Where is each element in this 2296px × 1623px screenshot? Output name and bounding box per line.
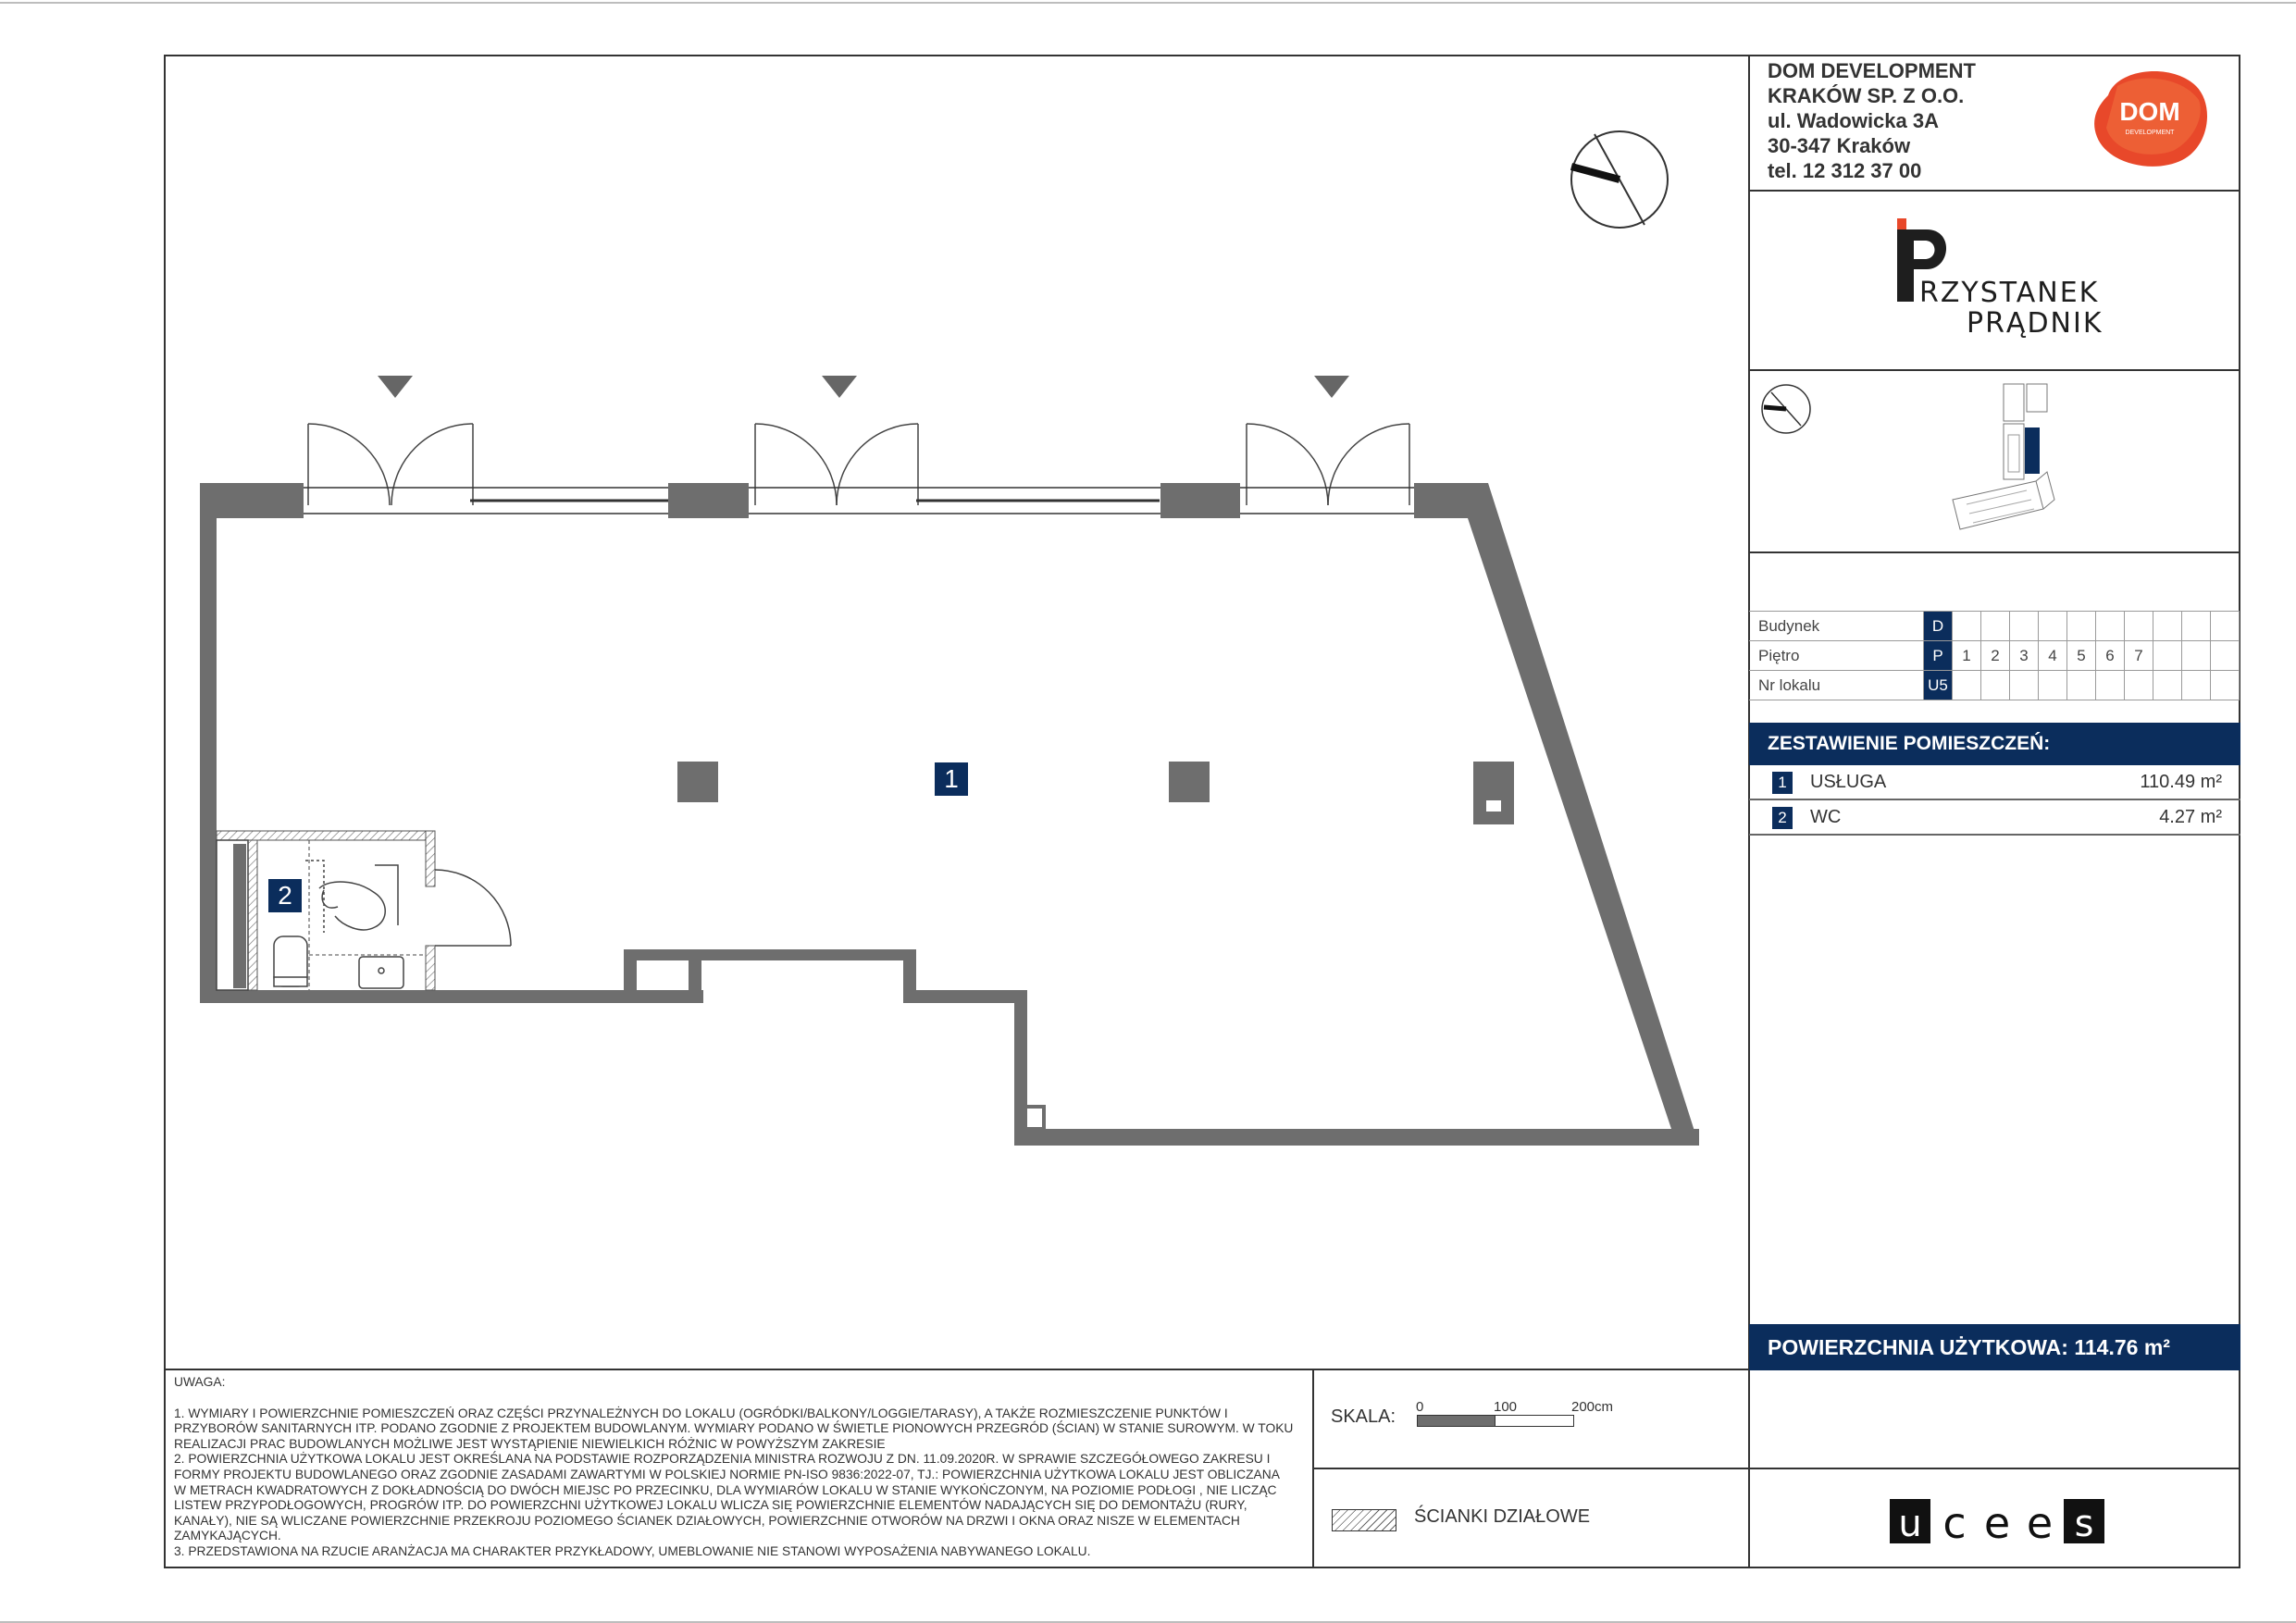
building-table-cell: [2039, 671, 2067, 700]
scale-bar-dark: [1417, 1415, 1496, 1427]
building-table-label: Piętro: [1749, 641, 1924, 671]
building-table-cell: [2096, 612, 2125, 641]
entrance-marker-icon: [1314, 376, 1349, 398]
notes-rule: [164, 1369, 1750, 1370]
notes: [174, 1375, 1294, 1560]
panel-rule: [1748, 551, 2240, 553]
building-table-cell: [2153, 671, 2182, 700]
room-number: 1: [1772, 772, 1793, 794]
building-table-cell: [2211, 671, 2240, 700]
building-table-cell: [1953, 671, 1981, 700]
building-table-cell: [2211, 612, 2240, 641]
building-table-cell: [2010, 612, 2039, 641]
building-table-cell: [2125, 612, 2153, 641]
entrance-marker-icon: [378, 376, 413, 398]
top-rule: [0, 2, 2296, 4]
rooms-header: ZESTAWIENIE POMIESZCZEŃ:: [1749, 723, 2240, 765]
company-line2: KRAKÓW SP. Z O.O.: [1768, 84, 1965, 107]
room-area: 110.49 m²: [2140, 772, 2222, 792]
room-name: WC: [1810, 807, 1842, 827]
room-label-2: 2: [268, 879, 302, 912]
note-item: 1. WYMIARY I POWIERZCHNIE POMIESZCZEŃ ORAZ CZĘŚCI PRZYNALEŻNYCH DO LOKALU (OGRÓDKI/BALKONY/LOGGIE/TARASY), A TAKŻE ROZMIESZCZENIE PUNKTÓW I PRZYBORÓW SANITARNYCH ITP. PODANO ZGODNIE Z PROJEKTEM BUDOWLANYM. WYMIARY PODANO W ŚWIETLE PIONOWYCH PRZEGRÓD (ŚCIAN) W STANIE SUROWYM. W TOKU REALIZACJI PRAC BUDOWLANYCH MOŻLIWE JEST WYSTĄPIENIE NIEWIELKICH RÓŻNIC W POWYŻSZYM ZAKRESIE: [174, 1406, 1294, 1451]
scale-tick-200: 200cm: [1571, 1399, 1614, 1415]
building-table-cell: 2: [1981, 641, 2010, 671]
note-item: 3. PRZEDSTAWIONA NA RZUCIE ARANŻACJA MA CHARAKTER PRZYKŁADOWY, UMEBLOWANIE NIE STANOWI WYPOSAŻENIA NABYWANEGO LOKALU.: [174, 1543, 1091, 1558]
logo-bottom-text: DEVELOPMENT: [2125, 130, 2175, 136]
building-table-cell: [2039, 612, 2067, 641]
building-table-label: Nr lokalu: [1749, 671, 1924, 700]
legend-walls-label: ŚCIANKI DZIAŁOWE: [1414, 1506, 1591, 1527]
building-table-row: [1749, 612, 2240, 641]
building-table-cell: U5: [1924, 671, 1953, 700]
building-table-cell: [2182, 641, 2211, 671]
logo-line1: RZYSTANEK: [1919, 277, 2100, 309]
dom-development-logo: [2090, 68, 2210, 169]
building-table-cell: [2211, 641, 2240, 671]
ucees-letter: u: [1898, 1503, 1922, 1545]
compass-small-icon: [1758, 381, 1814, 437]
company-info: [1768, 58, 1976, 183]
room-name: USŁUGA: [1810, 772, 1887, 792]
room-label-1: 1: [935, 762, 968, 796]
building-table-cell: [1953, 612, 1981, 641]
key-plan-icon: [1943, 379, 2064, 537]
building-table-cell: 7: [2125, 641, 2153, 671]
building-table-cell: 5: [2067, 641, 2096, 671]
building-table-cell: D: [1924, 612, 1953, 641]
floor-plan: [167, 111, 1740, 1157]
building-table-cell: 4: [2039, 641, 2067, 671]
building-table-cell: [2125, 671, 2153, 700]
building-table-cell: 3: [2010, 641, 2039, 671]
ucees-letter: s: [2074, 1503, 2094, 1545]
building-table-cell: [2010, 671, 2039, 700]
building-table-cell: [1981, 612, 2010, 641]
total-area: POWIERZCHNIA UŻYTKOWA: 114.76 m²: [1749, 1324, 2240, 1370]
building-table-row: [1749, 671, 2240, 700]
logo-top-text: DOM: [2119, 97, 2180, 126]
ucees-letter: e: [1983, 1498, 2011, 1547]
building-table-cell: [1981, 671, 2010, 700]
legend-rule: [1312, 1468, 2240, 1469]
building-table-cell: [2096, 671, 2125, 700]
room-row: [1749, 800, 2240, 836]
panel-rule: [1748, 369, 2240, 371]
building-table-cell: [2182, 671, 2211, 700]
panel-rule: [1748, 190, 2240, 192]
building-table: [1749, 611, 2240, 700]
przystanek-pradnik-logo: [1897, 218, 2110, 339]
walls: [200, 483, 1699, 1146]
compass-icon: [1571, 131, 1668, 228]
building-table-cell: [2067, 671, 2096, 700]
company-phone: tel. 12 312 37 00: [1768, 159, 1922, 182]
building-table-cell: 6: [2096, 641, 2125, 671]
building-table-row: [1749, 641, 2240, 671]
room-number: 2: [1772, 807, 1793, 829]
building-table-cell: [2153, 641, 2182, 671]
scale-tick-100: 100: [1494, 1399, 1518, 1415]
hatch-swatch: [1332, 1509, 1396, 1531]
building-table-cell: 1: [1953, 641, 1981, 671]
logo-line2: PRĄDNIK: [1967, 307, 2104, 339]
ucees-letter: c: [1942, 1498, 1967, 1547]
ucees-logo: [1888, 1495, 2110, 1547]
scale-label: SKALA:: [1331, 1406, 1396, 1427]
room-row: [1749, 765, 2240, 800]
building-table-cell: [2153, 612, 2182, 641]
building-table-label: Budynek: [1749, 612, 1924, 641]
building-table-cell: P: [1924, 641, 1953, 671]
scale-bar-light: [1495, 1415, 1574, 1427]
entrance-marker-icon: [822, 376, 857, 398]
company-city: 30-347 Kraków: [1768, 134, 1911, 157]
ucees-letter: e: [2026, 1498, 2054, 1547]
notes-heading: UWAGA:: [174, 1375, 226, 1389]
company-street: ul. Wadowicka 3A: [1768, 109, 1940, 132]
note-item: 2. POWIERZCHNIA UŻYTKOWA LOKALU JEST OKREŚLANA NA PODSTAWIE ROZPORZĄDZENIA MINISTRA ROZWOJU Z DN. 11.09.2020R. W SPRAWIE SZCZEGÓŁOWEGO ZAKRESU I FORMY PROJEKTU BUDOWLANEGO ORAZ ZGODNIE ZASADAMI ZAWARTYMI W POLSKIEJ NORMIE PN-ISO 9836:2022-07, TJ.: POWIERZCHNIA UŻYTKOWA LOKALU JEST OBLICZANA W METRACH KWADRATOWYCH Z DOKŁADNOŚCIĄ DO DWÓCH MIEJSC PO PRZECINKU, DLA WYMIARÓW LOKALU W STANIE WYKOŃCZONYM, NA POZIOMIE PODŁOGI , NIE LICZĄC LISTEW PRZYPODŁOGOWYCH, PROGRÓW ITP. DO POWIERZCHNI UŻYTKOWEJ LOKALU WLICZA SIĘ POWIERZCHNIE ELEMENTÓW NADAJĄCYCH SIĘ DO DEMONTAŻU (RURY, KANAŁY), NIE SĄ WLICZANE POWIERZCHNIE PRZEKROJU POZIOMEGO ŚCIANEK DZIAŁOWYCH, POWIERZCHNIE OTWORÓW NA DRZWI I OKNA ORAZ NISZE W ELEMENTACH ZAMYKAJĄCYCH.: [174, 1452, 1280, 1543]
building-table-cell: [2182, 612, 2211, 641]
building-table-cell: [2067, 612, 2096, 641]
scale-tick-0: 0: [1416, 1399, 1424, 1415]
room-area: 4.27 m²: [2159, 807, 2222, 827]
company-name: DOM DEVELOPMENT: [1768, 59, 1976, 82]
